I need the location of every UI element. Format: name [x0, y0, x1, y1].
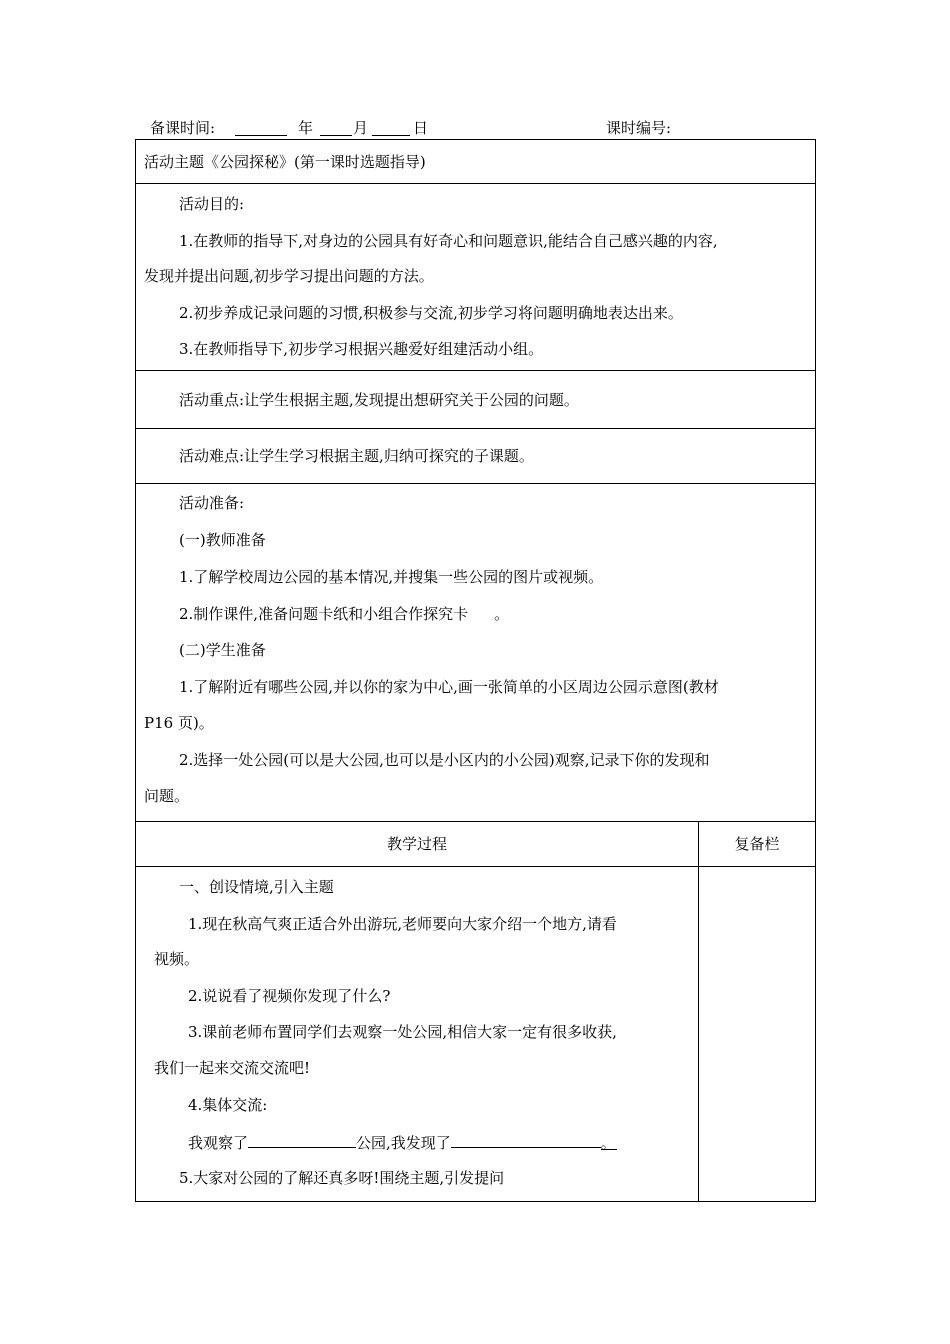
- discovery-blank[interactable]: [451, 1130, 601, 1148]
- process-content-row: [136, 867, 815, 1201]
- student-prep-item-2-line-2: 问题。: [144, 787, 190, 805]
- preparation-row: [136, 484, 815, 822]
- goal-item-2: 2.初步养成记录问题的习惯,积极参与交流,初步学习将问题明确地表达出来。: [179, 304, 683, 322]
- key-point-text: 活动重点:让学生根据主题,发现提出想研究关于公园的问题。: [179, 391, 579, 409]
- goal-item-3: 3.在教师指导下,初步学习根据兴趣爱好组建活动小组。: [179, 340, 544, 358]
- step-1-line-1: 1.现在秋高气爽正适合外出游玩,老师要向大家介绍一个地方,请看: [188, 915, 617, 933]
- fill-in-sentence: [188, 1130, 815, 1154]
- prep-time-label: 备课时间:: [150, 119, 216, 137]
- key-point-row: [136, 371, 815, 429]
- day-blank[interactable]: [372, 119, 410, 136]
- goals-heading: 活动目的:: [179, 195, 245, 213]
- year-blank[interactable]: [235, 119, 287, 136]
- step-4: 4.集体交流:: [188, 1096, 268, 1114]
- goals-row: [136, 184, 815, 371]
- fill-in-part-2: 公园,我发现了: [356, 1134, 451, 1152]
- fill-in-part-1: 我观察了: [188, 1134, 249, 1152]
- section-1-title: 一、创设情境,引入主题: [179, 878, 334, 896]
- day-label: 日: [413, 119, 429, 137]
- lesson-plan-table: [135, 139, 816, 1202]
- student-prep-item-2-line-1: 2.选择一处公园(可以是大公园,也可以是小区内的小公园)观察,记录下你的发现和: [179, 751, 710, 769]
- teacher-prep-item-1: 1.了解学校周边公园的基本情况,并搜集一些公园的图片或视频。: [179, 568, 604, 586]
- teacher-prep-item-2: [179, 603, 815, 625]
- student-prep-heading: (二)学生准备: [179, 641, 266, 659]
- student-prep-item-1-line-2: P16 页)。: [144, 714, 214, 732]
- goal-item-1-line-2: 发现并提出问题,初步学习提出问题的方法。: [144, 267, 434, 285]
- topic-row: [136, 140, 815, 184]
- preparation-heading: 活动准备:: [179, 494, 245, 512]
- header-bar: [150, 117, 850, 139]
- difficulty-text: 活动难点:让学生学习根据主题,归纳可探究的子课题。: [179, 447, 534, 465]
- goal-item-1-line-1: 1.在教师的指导下,对身边的公园具有好奇心和问题意识,能结合自己感兴趣的内容,: [179, 232, 718, 250]
- step-5: 5.大家对公园的了解还真多呀!围绕主题,引发提问: [179, 1169, 505, 1187]
- review-column-title: 复备栏: [734, 835, 780, 853]
- teacher-prep-item-2-text: 2.制作课件,准备问题卡纸和小组合作探究卡: [179, 605, 469, 623]
- month-label: 月: [353, 119, 369, 137]
- month-blank[interactable]: [320, 119, 352, 136]
- step-3-line-2: 我们一起来交流交流吧!: [154, 1059, 311, 1077]
- student-prep-item-1-line-1: 1.了解附近有哪些公园,并以你的家为中心,画一张简单的小区周边公园示意图(教材: [179, 678, 719, 696]
- process-column-title: 教学过程: [386, 835, 447, 853]
- step-1-line-2: 视频。: [154, 950, 200, 968]
- year-label: 年: [298, 119, 314, 137]
- step-3-line-1: 3.课前老师布置同学们去观察一处公园,相信大家一定有很多收获,: [188, 1023, 617, 1041]
- teacher-prep-heading: (一)教师准备: [179, 531, 266, 549]
- process-header-row: [136, 822, 815, 867]
- lesson-number-label: 课时编号:: [606, 119, 672, 137]
- park-name-blank[interactable]: [248, 1130, 356, 1148]
- teacher-prep-item-2-end: 。: [494, 605, 510, 623]
- difficulty-row: [136, 429, 815, 484]
- topic-text: 活动主题《公园探秘》(第一课时选题指导): [144, 153, 426, 171]
- fill-in-part-3: 。: [600, 1134, 616, 1152]
- step-2: 2.说说看了视频你发现了什么?: [188, 987, 391, 1005]
